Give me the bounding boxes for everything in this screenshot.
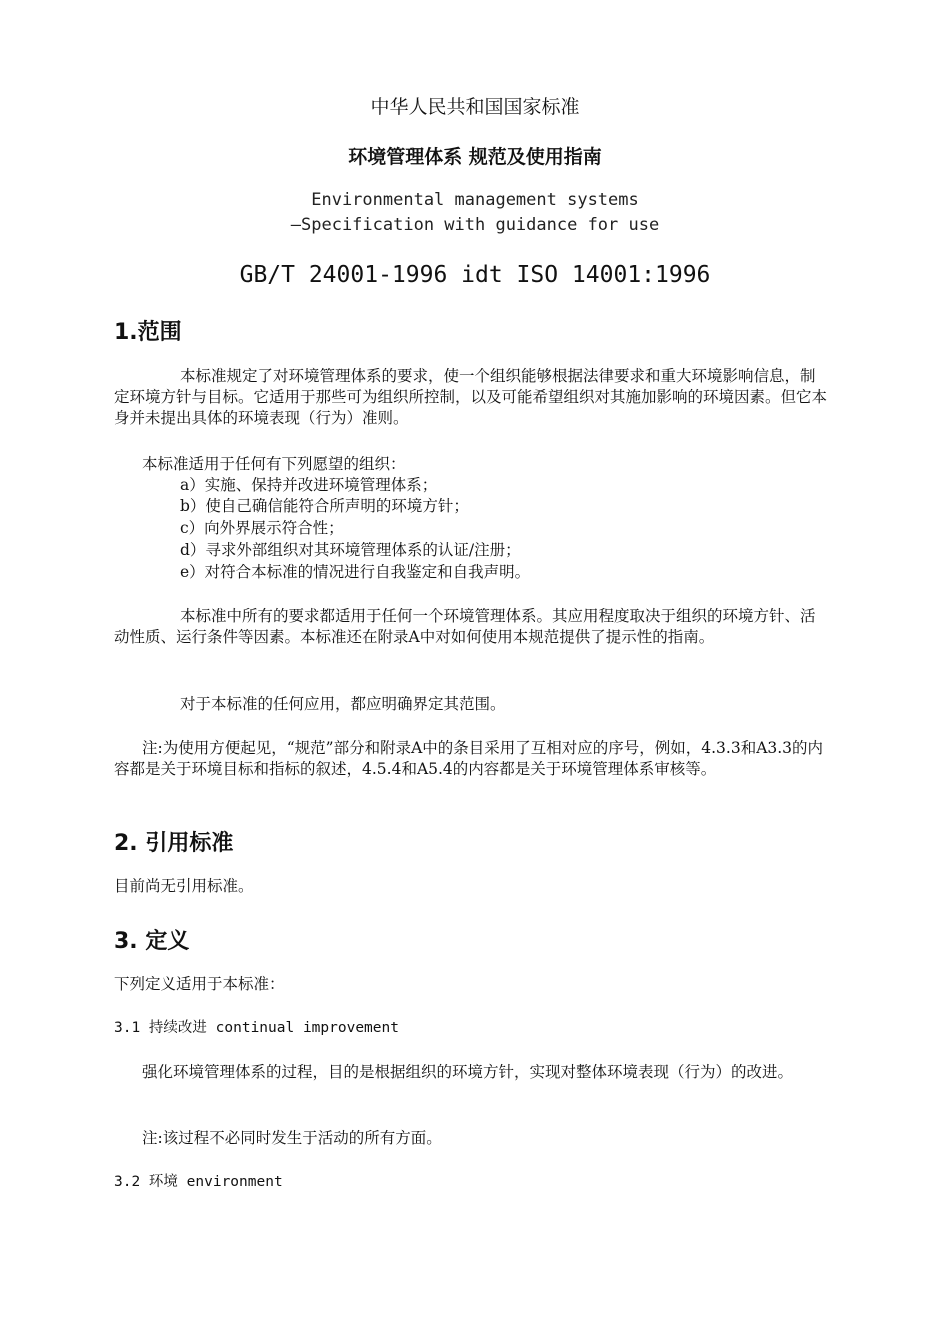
standard-title-en-line2: —Specification with guidance for use: [290, 215, 660, 235]
scope-list-item-b: b）使自己确信能符合所声明的环境方针；: [180, 497, 469, 515]
section-heading-references: 2. 引用标准: [114, 831, 234, 856]
scope-note: 注:为使用方便起见，“规范”部分和附录A中的条目采用了互相对应的序号，例如，4.3.3和A3.3的内容都是关于环境目标和指标的叙述，4.5.4和A5.4的内容都是关于环境管理体系审核等。: [114, 739, 824, 778]
scope-paragraph-1: 本标准规定了对环境管理体系的要求，使一个组织能够根据法律要求和重大环境影响信息，制定环境方针与目标。它适用于那些可为组织所控制，以及可能希望组织对其施加影响的环境因素。但它本身并未提出具体的环境表现（行为）准则。: [114, 367, 828, 427]
references-text: 目前尚无引用标准。: [114, 877, 254, 895]
standard-title-cn: 环境管理体系 规范及使用指南: [348, 146, 602, 168]
standard-code: GB/T 24001-1996 idt ISO 14001:1996: [239, 262, 711, 288]
standard-nation-title: 中华人民共和国国家标准: [370, 96, 580, 118]
scope-list-item-d: d）寻求外部组织对其环境管理体系的认证/注册；: [180, 541, 521, 559]
section-heading-scope: 1.范围: [114, 320, 182, 345]
definition-term-3-1: 3.1 持续改进 continual improvement: [114, 1020, 399, 1036]
definition-note-3-1: 注:该过程不必同时发生于活动的所有方面。: [142, 1129, 442, 1147]
definition-term-3-2: 3.2 环境 environment: [114, 1174, 283, 1190]
section-heading-definitions: 3. 定义: [114, 929, 190, 954]
scope-paragraph-3: 本标准中所有的要求都适用于任何一个环境管理体系。其应用程度取决于组织的环境方针、活动性质、运行条件等因素。本标准还在附录A中对如何使用本规范提供了提示性的指南。: [114, 607, 816, 646]
definition-text-3-1: 强化环境管理体系的过程，目的是根据组织的环境方针，实现对整体环境表现（行为）的改进。: [142, 1063, 794, 1081]
scope-paragraph-4: 对于本标准的任何应用，都应明确界定其范围。: [180, 695, 506, 713]
scope-list-item-e: e）对符合本标准的情况进行自我鉴定和自我声明。: [180, 563, 531, 581]
definitions-intro: 下列定义适用于本标准：: [114, 975, 285, 993]
scope-list-item-a: a）实施、保持并改进环境管理体系；: [180, 476, 438, 494]
standard-title-en-line1: Environmental management systems: [311, 190, 639, 210]
scope-paragraph-2: 本标准适用于任何有下列愿望的组织：: [142, 455, 406, 473]
scope-list-item-c: c）向外界展示符合性；: [180, 519, 344, 537]
